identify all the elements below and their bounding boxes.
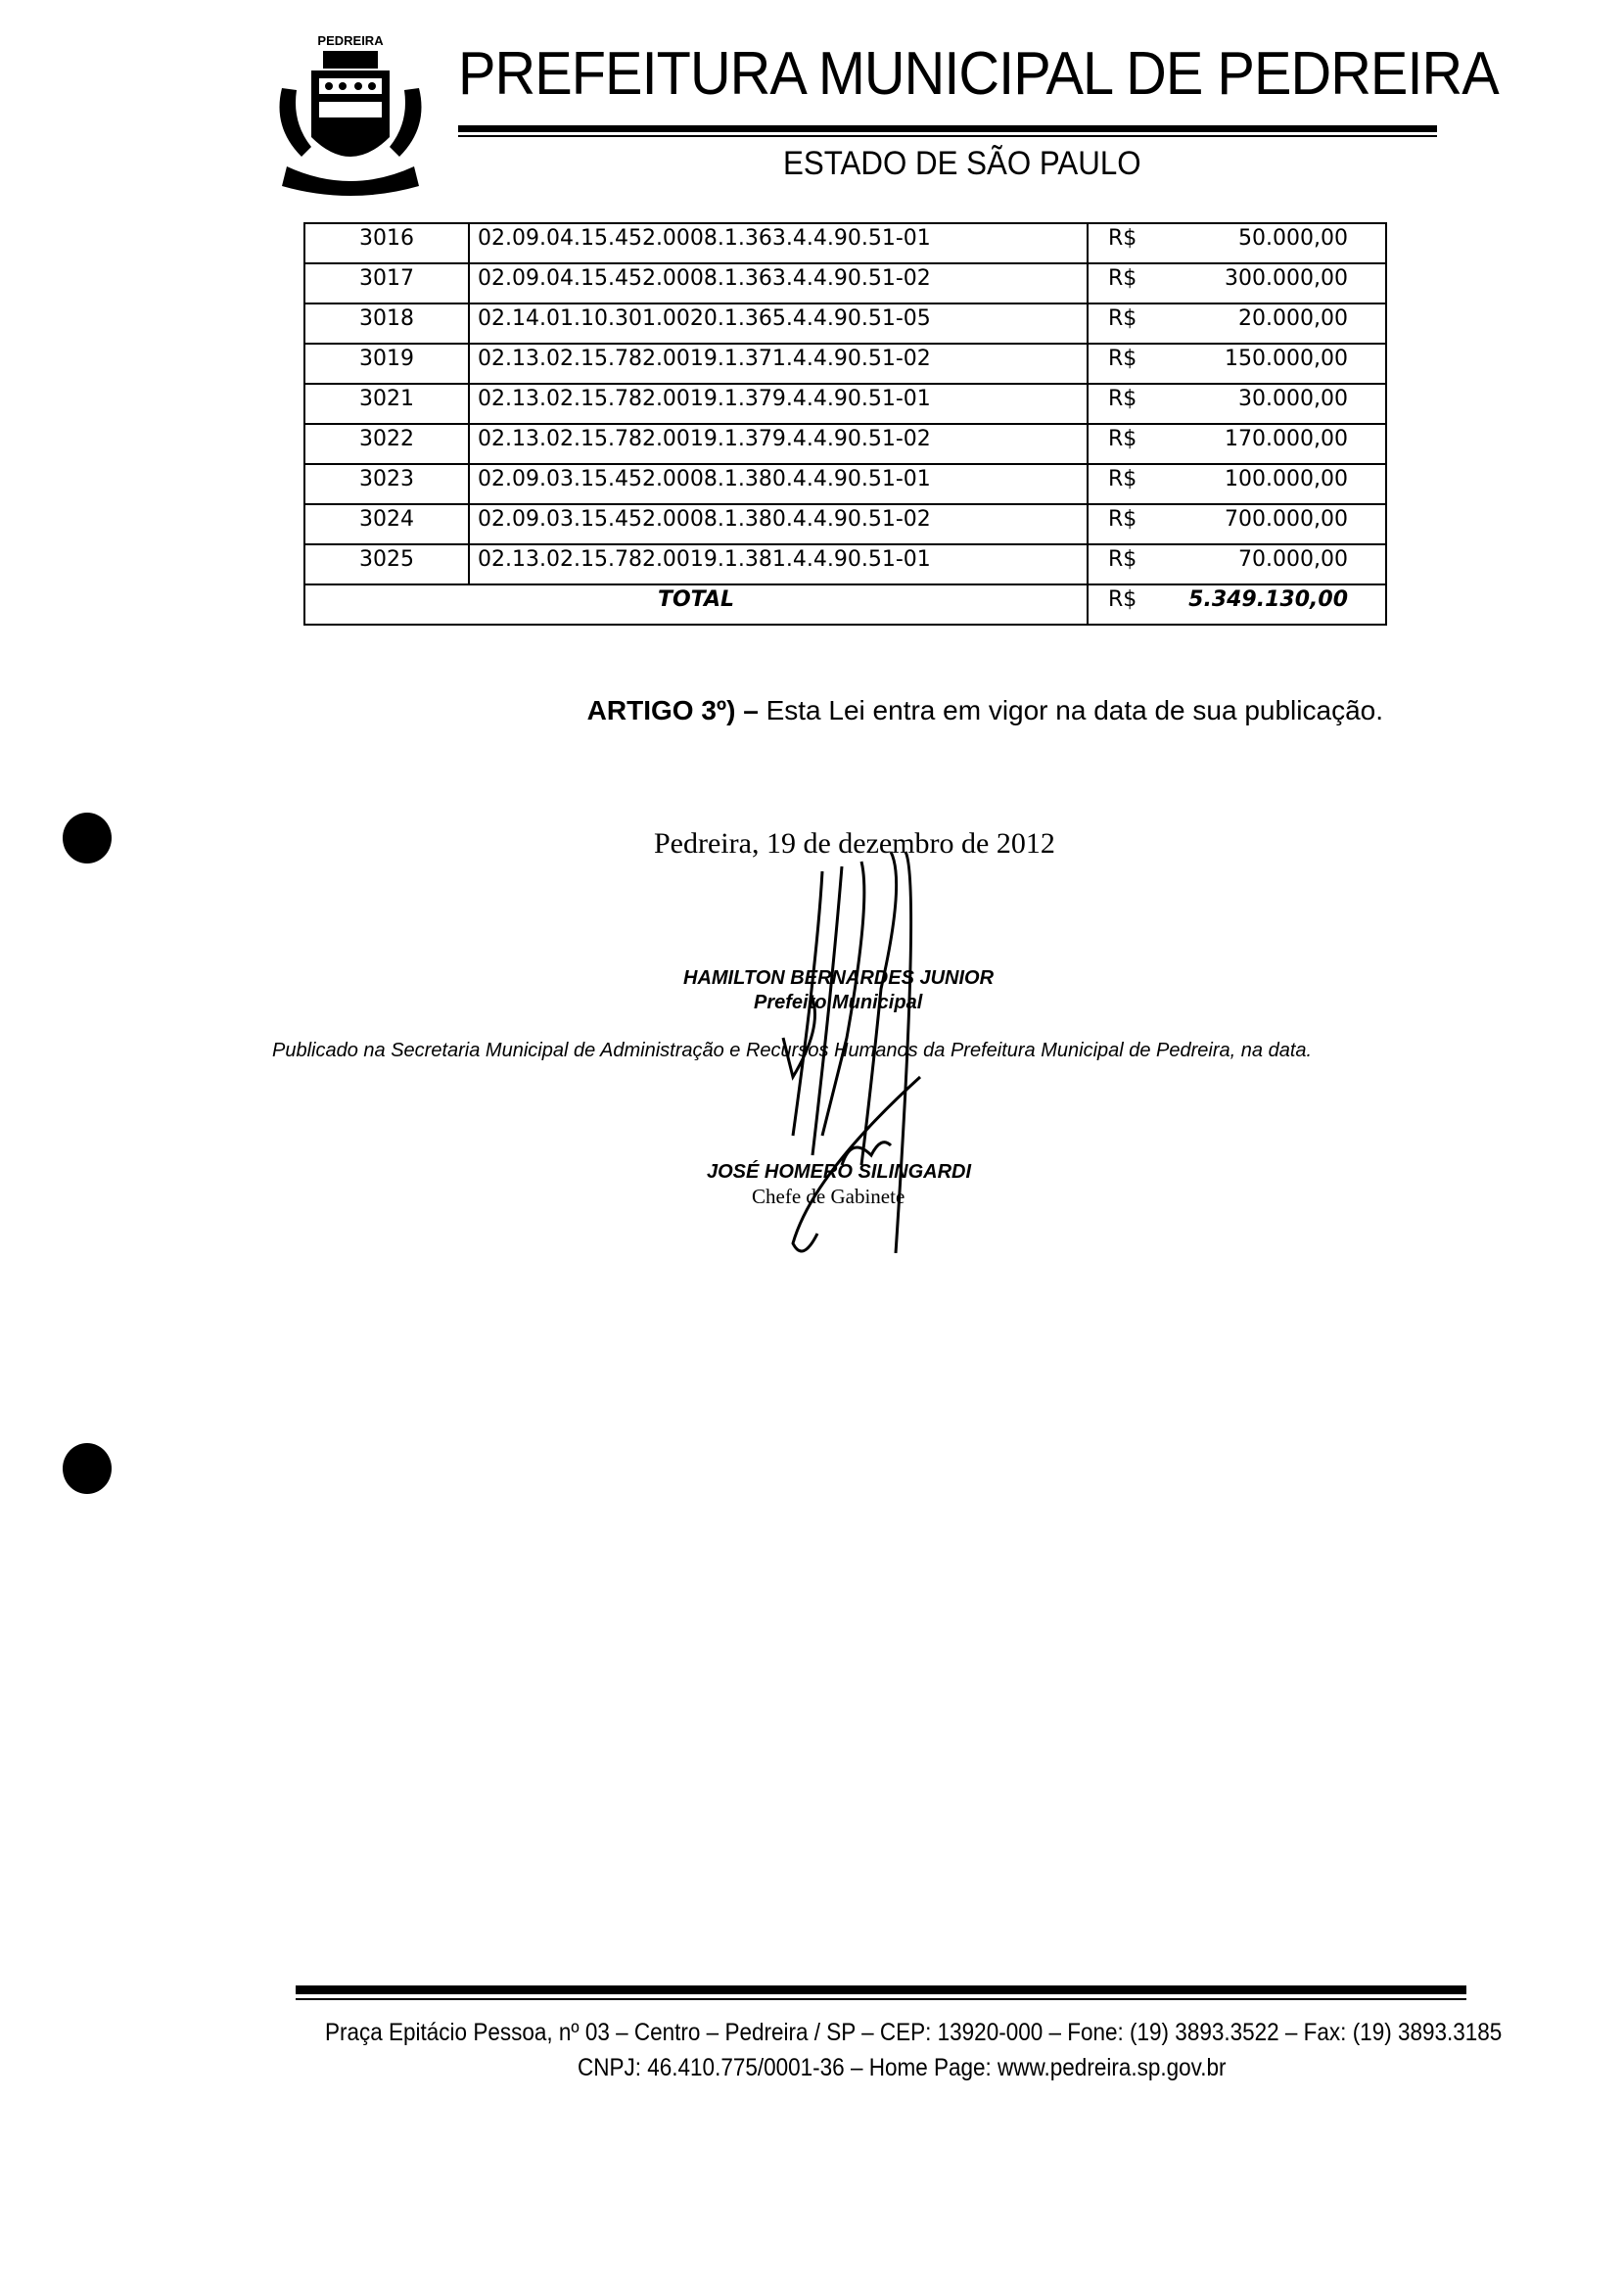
row-currency: R$	[1088, 464, 1144, 504]
article-text: Esta Lei entra em vigor na data de sua publicação.	[758, 695, 1383, 725]
footer-rule-thin	[296, 1998, 1466, 2000]
footer-address: Praça Epitácio Pessoa, nº 03 – Centro – Pedreira / SP – CEP: 13920-000 – Fone: (19) 3893.3522 – Fax: (19) 3893.3185	[325, 2019, 1503, 2046]
row-account: 02.13.02.15.782.0019.1.379.4.4.90.51-02	[469, 424, 1088, 464]
mayor-role: Prefeito Municipal	[754, 992, 923, 1013]
handwritten-signatures	[724, 842, 979, 1253]
row-code: 3024	[304, 504, 469, 544]
row-value: 700.000,00	[1144, 504, 1386, 544]
row-code: 3021	[304, 384, 469, 424]
table-total-row	[304, 584, 1386, 625]
row-currency: R$	[1088, 504, 1144, 544]
total-currency: R$	[1088, 584, 1144, 625]
article-3	[587, 695, 1383, 726]
municipal-coat-of-arms-logo	[272, 29, 429, 201]
header-rule-thin	[458, 135, 1437, 137]
table-row	[304, 384, 1386, 424]
table-row	[304, 544, 1386, 584]
row-value: 50.000,00	[1144, 223, 1386, 263]
punch-hole-mark	[63, 813, 112, 863]
row-value: 20.000,00	[1144, 303, 1386, 344]
row-value: 30.000,00	[1144, 384, 1386, 424]
row-code: 3016	[304, 223, 469, 263]
row-value: 150.000,00	[1144, 344, 1386, 384]
row-account: 02.13.02.15.782.0019.1.379.4.4.90.51-01	[469, 384, 1088, 424]
page-title: PREFEITURA MUNICIPAL DE PEDREIRA	[458, 40, 1499, 108]
row-code: 3025	[304, 544, 469, 584]
row-currency: R$	[1088, 223, 1144, 263]
row-account: 02.09.03.15.452.0008.1.380.4.4.90.51-01	[469, 464, 1088, 504]
row-account: 02.13.02.15.782.0019.1.371.4.4.90.51-02	[469, 344, 1088, 384]
row-code: 3023	[304, 464, 469, 504]
row-code: 3018	[304, 303, 469, 344]
header-rule-thick	[458, 125, 1437, 132]
publication-note: Publicado na Secretaria Municipal de Administração e Recursos Humanos da Prefeitura Municipal de Pedreira, na data.	[272, 1040, 1313, 1061]
row-code: 3019	[304, 344, 469, 384]
row-value: 300.000,00	[1144, 263, 1386, 303]
row-currency: R$	[1088, 263, 1144, 303]
punch-hole-mark	[63, 1443, 112, 1494]
row-currency: R$	[1088, 344, 1144, 384]
table-row	[304, 344, 1386, 384]
total-label: TOTAL	[304, 584, 1088, 625]
row-account: 02.09.04.15.452.0008.1.363.4.4.90.51-01	[469, 223, 1088, 263]
page-subtitle: ESTADO DE SÃO PAULO	[783, 145, 1141, 182]
row-code: 3022	[304, 424, 469, 464]
row-currency: R$	[1088, 303, 1144, 344]
article-label: ARTIGO 3º) –	[586, 695, 759, 725]
row-account: 02.09.03.15.452.0008.1.380.4.4.90.51-02	[469, 504, 1088, 544]
row-account: 02.09.04.15.452.0008.1.363.4.4.90.51-02	[469, 263, 1088, 303]
row-value: 100.000,00	[1144, 464, 1386, 504]
row-currency: R$	[1088, 384, 1144, 424]
footer-cnpj: CNPJ: 46.410.775/0001-36 – Home Page: www.pedreira.sp.gov.br	[578, 2054, 1227, 2081]
row-code: 3017	[304, 263, 469, 303]
date-line: Pedreira, 19 de dezembro de 2012	[654, 827, 1055, 860]
table-row	[304, 504, 1386, 544]
row-account: 02.13.02.15.782.0019.1.381.4.4.90.51-01	[469, 544, 1088, 584]
table-row	[304, 303, 1386, 344]
row-value: 70.000,00	[1144, 544, 1386, 584]
row-currency: R$	[1088, 544, 1144, 584]
row-currency: R$	[1088, 424, 1144, 464]
table-row	[304, 464, 1386, 504]
table-row	[304, 263, 1386, 303]
mayor-name: HAMILTON BERNARDES JUNIOR	[683, 967, 995, 989]
footer-rule-thick	[296, 1985, 1466, 1994]
row-account: 02.14.01.10.301.0020.1.365.4.4.90.51-05	[469, 303, 1088, 344]
table-row	[304, 223, 1386, 263]
chief-name: JOSÉ HOMERO SILINGARDI	[707, 1161, 972, 1183]
svg-text:PEDREIRA: PEDREIRA	[317, 33, 384, 48]
chief-role: Chefe de Gabinete	[752, 1185, 905, 1208]
row-value: 170.000,00	[1144, 424, 1386, 464]
total-value: 5.349.130,00	[1144, 584, 1386, 625]
budget-table	[303, 222, 1387, 626]
table-row	[304, 424, 1386, 464]
